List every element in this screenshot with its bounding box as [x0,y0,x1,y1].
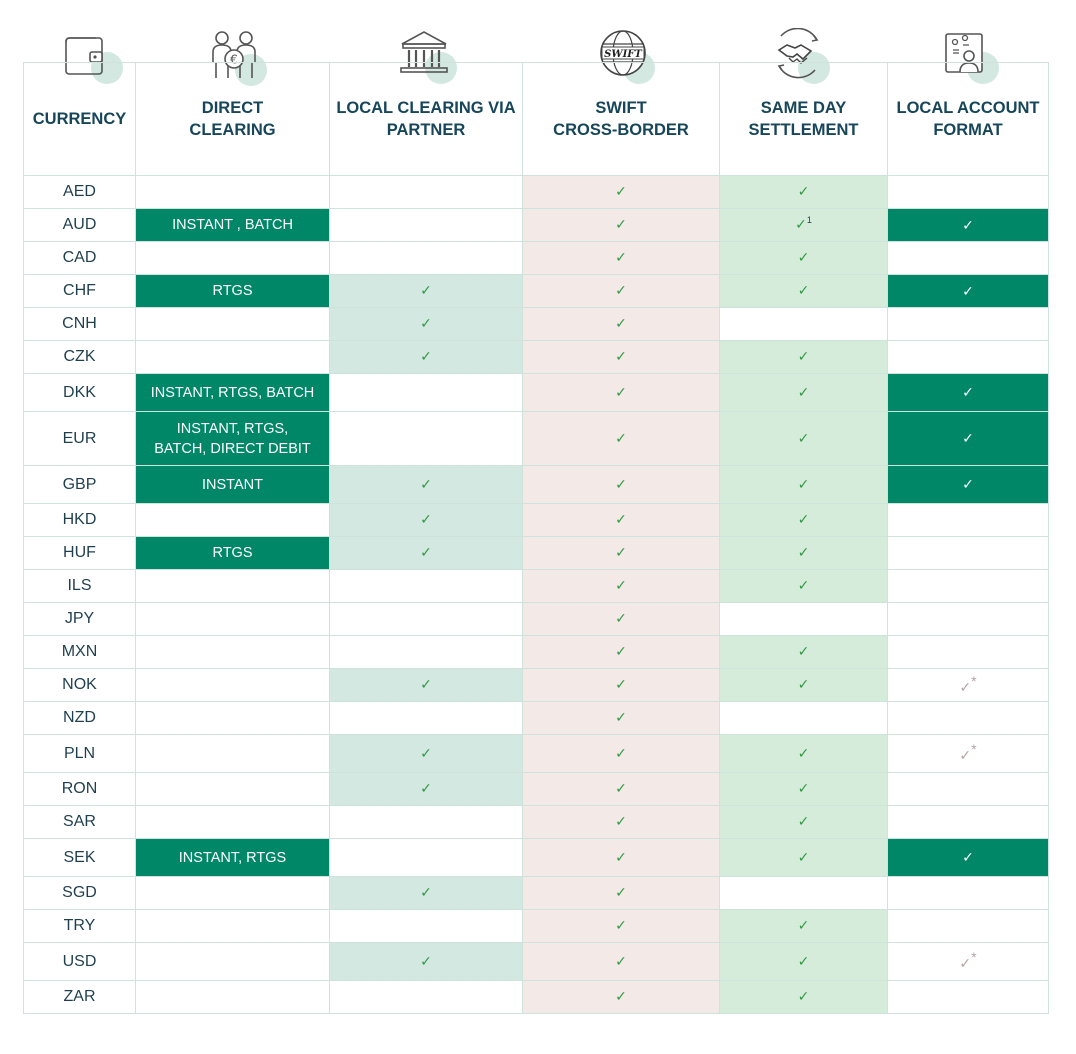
check-icon: ✓ [420,884,432,900]
local-format-cell [888,466,1049,504]
local-format-cell [888,669,1049,702]
header-swift-cross-border: SWIFT CROSS-BORDER [523,63,720,176]
currency-cell: SAR [24,806,136,839]
partner-cell [330,570,523,603]
partner-cell [330,735,523,773]
local-format-cell [888,504,1049,537]
check-icon: ✓ [797,988,810,1004]
direct-clearing-cell [136,412,330,466]
swift-cell [523,275,720,308]
check-icon: ✓ [959,679,972,696]
same-day-cell [720,806,888,839]
local-format-cell [888,773,1049,806]
header-local-account-format: LOCAL ACCOUNT FORMAT [888,63,1049,176]
local-format-cell [888,275,1049,308]
header-same-day-settlement: SAME DAY SETTLEMENT [720,63,888,176]
swift-cell [523,341,720,374]
check-icon: ✓ [797,544,810,560]
partner-cell [330,806,523,839]
direct-clearing-cell [136,374,330,412]
table-row [24,839,1049,877]
check-icon: ✓ [962,476,974,492]
currency-cell: RON [24,773,136,806]
table-row [24,412,1049,466]
check-icon: ✓ [615,383,627,400]
check-icon: ✓ [420,511,432,527]
check-icon: ✓ [797,249,810,265]
table-body [24,176,1049,1014]
footnote-marker: 1 [806,215,812,226]
currency-cell: GBP [24,466,136,504]
currency-cell: SGD [24,877,136,910]
local-format-cell [888,981,1049,1014]
currency-cell: HKD [24,504,136,537]
currency-cell: HUF [24,537,136,570]
local-format-cell [888,412,1049,466]
same-day-cell [720,308,888,341]
currency-cell: ZAR [24,981,136,1014]
check-icon: ✓ [797,676,810,692]
check-icon: ✓ [615,511,627,527]
local-format-cell [888,910,1049,943]
table-row [24,504,1049,537]
same-day-cell [720,702,888,735]
check-icon: ✓ [420,315,432,331]
check-icon: ✓ [962,384,974,400]
check-icon: ✓ [962,430,974,446]
check-icon: ✓ [797,780,810,796]
currency-cell: USD [24,943,136,981]
currency-cell: CNH [24,308,136,341]
partner-cell [330,636,523,669]
partner-cell [330,504,523,537]
partner-cell [330,308,523,341]
swift-cell [523,242,720,275]
direct-clearing-cell [136,806,330,839]
direct-clearing-cell [136,209,330,242]
local-format-cell [888,242,1049,275]
check-icon: ✓ [420,676,432,692]
direct-clearing-cell [136,773,330,806]
check-icon: ✓ [615,744,627,761]
direct-clearing-label: RTGS [212,283,253,299]
check-icon: ✓ [615,475,627,492]
direct-clearing-cell [136,466,330,504]
table-header [24,63,1049,176]
check-icon: ✓ [797,383,810,400]
same-day-cell [720,636,888,669]
table-row [24,981,1049,1014]
check-icon: ✓ [615,315,627,331]
check-icon: ✓ [615,282,627,298]
swift-cell [523,806,720,839]
check-icon: ✓ [615,429,627,446]
check-icon: ✓ [615,643,627,659]
header-local-clearing-partner: LOCAL CLEARING VIA PARTNER [330,63,523,176]
check-icon: ✓ [797,577,810,593]
direct-clearing-cell [136,176,330,209]
direct-clearing-cell [136,735,330,773]
asterisk-marker: * [971,672,977,689]
local-format-cell [888,209,1049,242]
check-icon: ✓ [615,988,627,1004]
check-icon: ✓ [797,282,810,298]
check-icon: ✓ [420,952,432,969]
check-icon: ✓ [420,544,432,560]
partner-cell [330,209,523,242]
partner-cell [330,877,523,910]
table-row [24,702,1049,735]
table-row [24,275,1049,308]
swift-cell [523,209,720,242]
currency-cell: JPY [24,603,136,636]
swift-cell [523,910,720,943]
check-icon: ✓ [420,475,432,492]
local-format-cell [888,341,1049,374]
partner-cell [330,669,523,702]
swift-cell [523,537,720,570]
partner-cell [330,981,523,1014]
check-icon: ✓ [797,348,810,364]
swift-cell [523,466,720,504]
check-icon: ✓ [797,643,810,659]
direct-clearing-cell [136,702,330,735]
check-icon: ✓ [795,216,807,233]
table-row [24,806,1049,839]
direct-clearing-cell [136,341,330,374]
same-day-cell [720,176,888,209]
table-row [24,669,1049,702]
check-icon: ✓ [615,813,627,829]
currency-cell: DKK [24,374,136,412]
partner-cell [330,839,523,877]
check-icon: ✓ [615,917,627,933]
partner-cell [330,176,523,209]
same-day-cell [720,537,888,570]
currency-cell: NOK [24,669,136,702]
local-format-cell [888,735,1049,773]
direct-clearing-cell [136,504,330,537]
local-format-cell [888,877,1049,910]
direct-clearing-cell [136,308,330,341]
check-icon: ✓ [615,216,627,232]
swift-cell [523,981,720,1014]
same-day-cell [720,412,888,466]
table-row [24,570,1049,603]
svg-text:SWIFT: SWIFT [604,49,642,60]
partner-cell [330,943,523,981]
partner-cell [330,412,523,466]
local-format-cell [888,636,1049,669]
direct-clearing-cell [136,910,330,943]
currency-cell: SEK [24,839,136,877]
swift-cell [523,603,720,636]
check-icon: ✓ [420,348,432,364]
swift-cell [523,839,720,877]
same-day-cell [720,839,888,877]
direct-clearing-label: BATCH, DIRECT DEBIT [154,440,311,457]
check-icon: ✓ [962,216,974,233]
direct-clearing-label: INSTANT, RTGS [178,849,287,866]
currency-cell: ILS [24,570,136,603]
direct-clearing-cell [136,943,330,981]
table-row [24,176,1049,209]
check-icon: ✓ [797,475,810,492]
partner-cell [330,773,523,806]
partner-cell [330,275,523,308]
currency-cell: AED [24,176,136,209]
asterisk-marker: * [971,741,977,758]
swift-cell [523,374,720,412]
table-row [24,341,1049,374]
check-icon: ✓ [420,744,432,761]
check-icon: ✓ [797,183,810,199]
local-format-cell [888,702,1049,735]
currency-cell: EUR [24,412,136,466]
check-icon: ✓ [962,849,974,865]
direct-clearing-label: RTGS [212,545,253,561]
direct-clearing-label: INSTANT , BATCH [172,217,293,233]
local-format-cell [888,603,1049,636]
check-icon: ✓ [615,848,627,865]
currency-cell: PLN [24,735,136,773]
check-icon: ✓ [615,183,627,199]
check-icon: ✓ [797,952,810,969]
check-icon: ✓ [615,348,627,364]
direct-clearing-cell [136,242,330,275]
same-day-cell [720,603,888,636]
local-format-cell [888,839,1049,877]
table-row [24,877,1049,910]
direct-clearing-label: INSTANT, RTGS, [176,420,289,437]
local-format-cell [888,537,1049,570]
check-icon: ✓ [797,744,810,761]
currency-table [23,62,1049,1014]
table-row [24,308,1049,341]
direct-clearing-cell [136,570,330,603]
header-direct-clearing: DIRECT CLEARING [136,63,330,176]
swift-cell [523,702,720,735]
same-day-cell [720,504,888,537]
currency-cell: CAD [24,242,136,275]
check-icon: ✓ [959,747,972,764]
check-icon: ✓ [797,429,810,446]
check-icon: ✓ [615,952,627,969]
currency-cell: CHF [24,275,136,308]
table-row [24,943,1049,981]
header-currency: CURRENCY [24,63,136,176]
partner-cell [330,374,523,412]
local-format-cell [888,308,1049,341]
direct-clearing-cell [136,981,330,1014]
partner-cell [330,341,523,374]
direct-clearing-cell [136,537,330,570]
check-icon: ✓ [615,577,627,593]
swift-cell [523,877,720,910]
table-row [24,603,1049,636]
table-row [24,773,1049,806]
currency-cell: CZK [24,341,136,374]
check-icon: ✓ [615,780,627,796]
same-day-cell [720,466,888,504]
currency-cell: AUD [24,209,136,242]
local-format-cell [888,806,1049,839]
currency-cell: TRY [24,910,136,943]
direct-clearing-cell [136,877,330,910]
table-row [24,537,1049,570]
svg-text:€: € [230,52,238,67]
currency-cell: NZD [24,702,136,735]
partner-cell [330,466,523,504]
check-icon: ✓ [797,511,810,527]
swift-cell [523,308,720,341]
same-day-cell [720,943,888,981]
same-day-cell [720,242,888,275]
table-row [24,374,1049,412]
partner-cell [330,537,523,570]
direct-clearing-cell [136,275,330,308]
direct-clearing-cell [136,839,330,877]
direct-clearing-cell [136,603,330,636]
swift-cell [523,943,720,981]
swift-cell [523,570,720,603]
check-icon: ✓ [615,544,627,560]
same-day-cell [720,877,888,910]
same-day-cell [720,910,888,943]
same-day-cell [720,773,888,806]
same-day-cell [720,209,888,242]
currency-cell: MXN [24,636,136,669]
check-icon: ✓ [797,848,810,865]
check-icon: ✓ [615,709,627,725]
table-row [24,466,1049,504]
asterisk-marker: * [971,949,977,966]
table-row [24,910,1049,943]
same-day-cell [720,981,888,1014]
partner-cell [330,603,523,636]
partner-cell [330,242,523,275]
check-icon: ✓ [797,917,810,933]
table-row [24,242,1049,275]
check-icon: ✓ [615,249,627,265]
same-day-cell [720,341,888,374]
swift-cell [523,636,720,669]
direct-clearing-cell [136,669,330,702]
check-icon: ✓ [615,610,627,626]
check-icon: ✓ [797,813,810,829]
partner-cell [330,910,523,943]
same-day-cell [720,570,888,603]
swift-cell [523,504,720,537]
local-format-cell [888,570,1049,603]
table-row [24,735,1049,773]
check-icon: ✓ [420,780,432,796]
local-format-cell [888,176,1049,209]
swift-cell [523,735,720,773]
check-icon: ✓ [615,884,627,900]
local-format-cell [888,374,1049,412]
table-row [24,209,1049,242]
direct-clearing-label: INSTANT [202,476,263,493]
swift-cell [523,412,720,466]
swift-cell [523,773,720,806]
table-row [24,636,1049,669]
check-icon: ✓ [420,282,432,298]
same-day-cell [720,275,888,308]
check-icon: ✓ [962,282,974,299]
check-icon: ✓ [959,955,972,972]
partner-cell [330,702,523,735]
swift-cell [523,176,720,209]
same-day-cell [720,374,888,412]
local-format-cell [888,943,1049,981]
same-day-cell [720,669,888,702]
direct-clearing-label: INSTANT, RTGS, BATCH [150,384,315,401]
check-icon: ✓ [615,676,627,692]
same-day-cell [720,735,888,773]
swift-cell [523,669,720,702]
direct-clearing-cell [136,636,330,669]
